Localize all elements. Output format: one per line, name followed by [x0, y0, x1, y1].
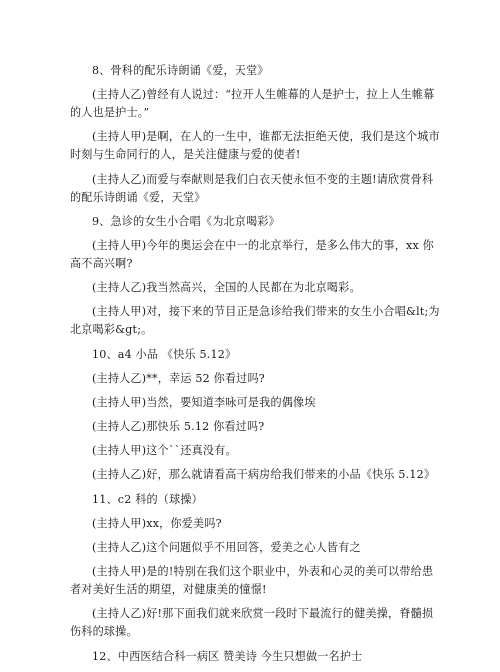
host-line: (主持人乙)我当然高兴，全国的人民都在为北京喝彩。 — [92, 281, 361, 295]
host-line: (主持人乙)**，幸运 52 你看过吗? — [92, 371, 265, 385]
host-line: (主持人乙)曾经有人说过：“拉开人生帷幕的人是护士，拉上人生帷幕的人也是护士。” — [70, 88, 435, 120]
host-line: (主持人乙)好!那下面我们就来欣赏一段时下最流行的健美操，脊髓损伤科的球操。 — [70, 607, 434, 639]
program-heading-10: 10、a4 小品 《快乐 5.12》 — [92, 347, 237, 361]
program-heading-11: 11、c2 科的（球操） — [92, 492, 203, 506]
host-line: (主持人甲)是的!特别在我们这个职业中，外表和心灵的美可以带给患者对美好生活的期望，对健康美的憧憬! — [70, 565, 434, 597]
host-line: (主持人乙)而爱与奉献则是我们白衣天使永恒不变的主题!请欣赏骨科的配乐诗朗诵《爱，天堂》 — [70, 172, 434, 204]
host-line: (主持人乙)那快乐 5.12 你看过吗? — [92, 420, 265, 434]
host-line: (主持人甲)是啊，在人的一生中，谁都无法拒绝天使，我们是这个城市时刻与生命同行的人，是关注健康与爱的使者! — [70, 130, 440, 162]
document-body — [70, 62, 440, 672]
host-line: (主持人甲)这个``还真没有。 — [92, 444, 237, 458]
host-line: (主持人乙)这个问题似乎不用回答，爱美之心人皆有之 — [92, 541, 361, 554]
host-line: (主持人乙)好，那么就请看高干病房给我们带来的小品《快乐 5.12》 — [92, 468, 436, 482]
host-line: (主持人甲)今年的奥运会在中一的北京举行，是多么伟大的事，xx 你高不高兴啊? — [70, 238, 434, 270]
host-line: (主持人甲)对，接下来的节目正是急诊给我们带来的女生小合唱&lt;为北京喝彩&gt;。 — [70, 305, 440, 337]
host-line: (主持人甲)xx，你爱美吗? — [92, 516, 222, 530]
program-heading-9: 9、急诊的女生小合唱《为北京喝彩》 — [92, 214, 280, 228]
host-line: (主持人甲)当然，要知道李咏可是我的偶像埃 — [92, 395, 316, 409]
program-heading-8: 8、骨科的配乐诗朗诵《爱，天堂》 — [92, 64, 269, 77]
program-heading-12: 12、中西医结合科一病区 赞美诗 今生只想做一名护士 — [92, 649, 363, 663]
